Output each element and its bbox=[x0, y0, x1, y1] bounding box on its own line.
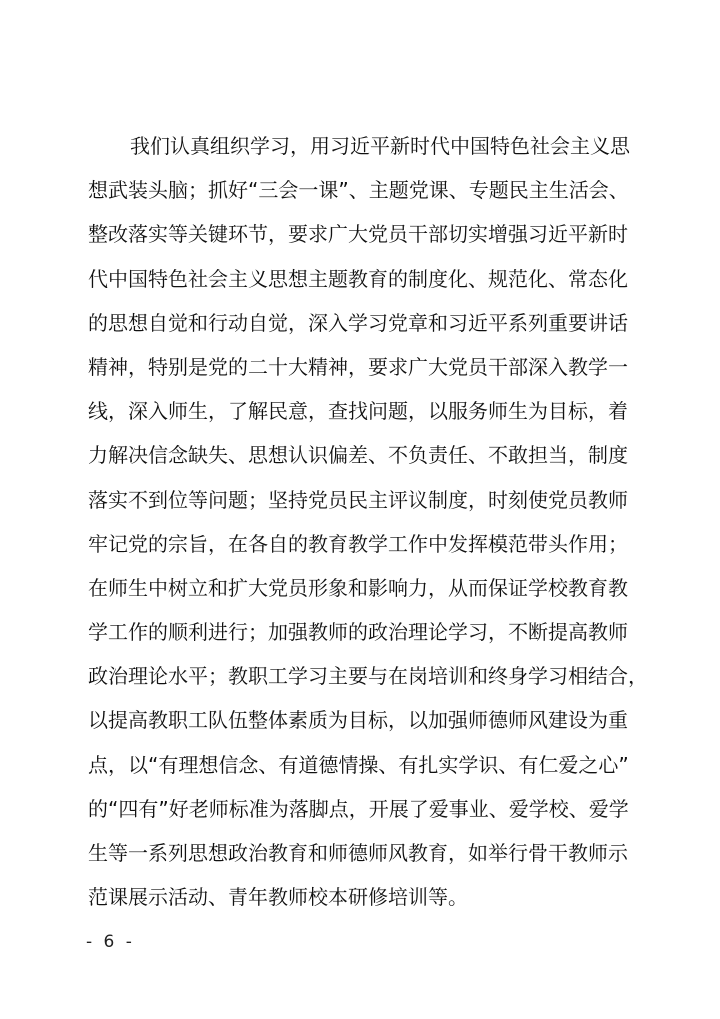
paragraph-line: 学工作的顺利进行；加强教师的政治理论学习，不断提高教师 bbox=[88, 620, 628, 645]
paragraph-line: 代中国特色社会主义思想主题教育的制度化、规范化、常态化 bbox=[88, 266, 628, 291]
paragraph-line: 的“四有”好老师标准为落脚点，开展了爱事业、爱学校、爱学 bbox=[88, 796, 629, 821]
paragraph-line: 落实不到位等问题；坚持党员民主评议制度，时刻使党员教师 bbox=[88, 487, 628, 512]
paragraph-line: 牢记党的宗旨，在各自的教育教学工作中发挥模范带头作用； bbox=[88, 531, 628, 556]
page-number: - 6 - bbox=[86, 932, 135, 952]
paragraph-line: 的思想自觉和行动自觉，深入学习党章和习近平系列重要讲话 bbox=[88, 310, 628, 335]
paragraph-line: 想武装头脑；抓好“三会一课”、主题党课、专题民主生活会、 bbox=[88, 178, 629, 203]
paragraph-line: 政治理论水平；教职工学习主要与在岗培训和终身学习相结合， bbox=[88, 664, 648, 689]
paragraph-line: 我们认真组织学习，用习近平新时代中国特色社会主义思 bbox=[130, 134, 630, 158]
paragraph-line: 在师生中树立和扩大党员形象和影响力，从而保证学校教育教 bbox=[88, 575, 628, 600]
paragraph-line: 以提高教职工队伍整体素质为目标，以加强师德师风建设为重 bbox=[88, 708, 628, 733]
paragraph-line: 力解决信念缺失、思想认识偏差、不负责任、不敢担当，制度 bbox=[88, 443, 628, 468]
paragraph-line: 整改落实等关键环节，要求广大党员干部切实增强习近平新时 bbox=[88, 222, 628, 247]
body-paragraph bbox=[88, 124, 648, 919]
paragraph-line: 线，深入师生，了解民意，查找问题，以服务师生为目标，着 bbox=[88, 399, 628, 424]
paragraph-line: 范课展示活动、青年教师校本研修培训等。 bbox=[88, 885, 468, 910]
paragraph-line: 精神，特别是党的二十大精神，要求广大党员干部深入教学一 bbox=[88, 354, 628, 379]
paragraph-line: 点，以“有理想信念、有道德情操、有扎实学识、有仁爱之心” bbox=[88, 752, 629, 777]
paragraph-line: 生等一系列思想政治教育和师德师风教育，如举行骨干教师示 bbox=[88, 841, 628, 865]
